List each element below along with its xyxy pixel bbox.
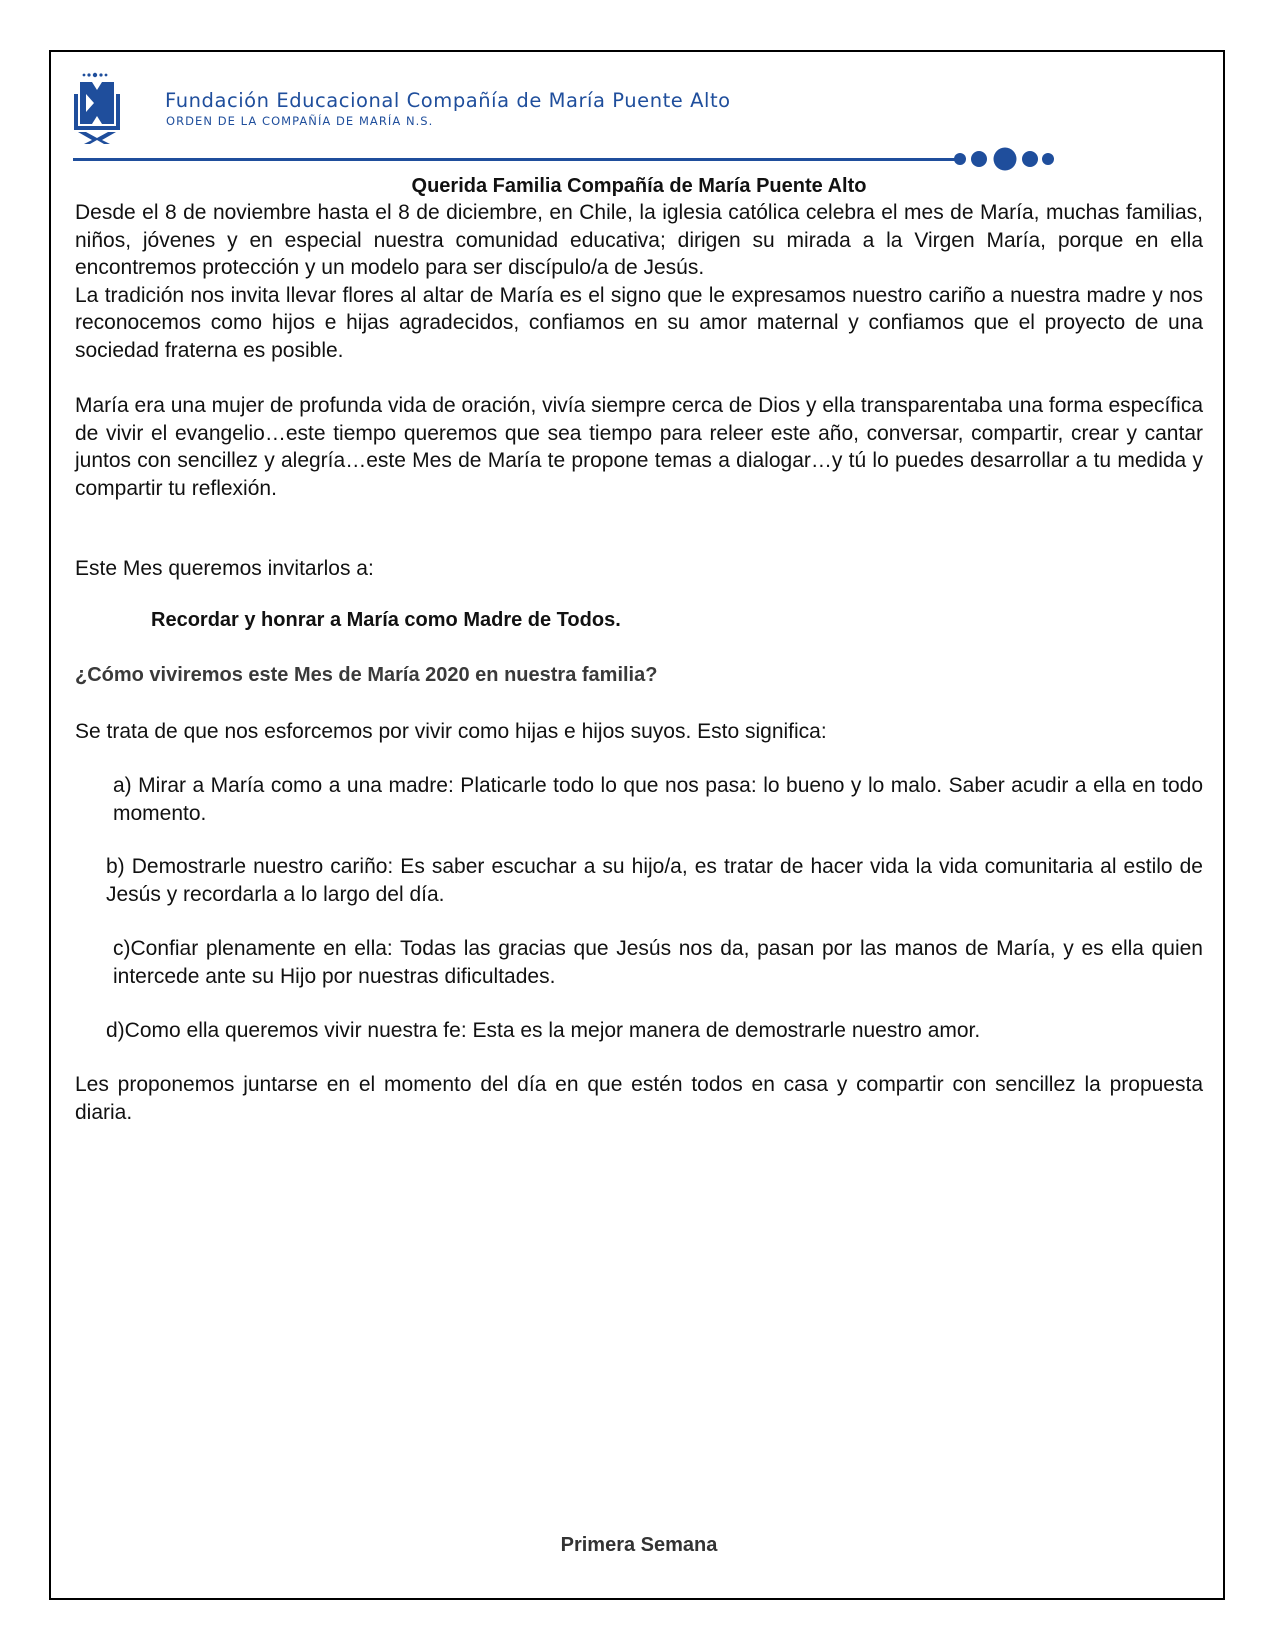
- crest-base: [78, 132, 116, 144]
- crest-dot: [83, 74, 86, 77]
- decorative-dots-icon: [948, 146, 1068, 174]
- organization-subtitle: ORDEN DE LA COMPAÑÍA DE MARÍA N.S.: [166, 114, 434, 128]
- list-item-c: c)Confiar plenamente en ella: Todas las gracias que Jesús nos da, pasan por las manos de María, y es ella quien intercede ante su Hijo por nuestras dificultades.: [113, 937, 1203, 988]
- invitation-intro: Este Mes queremos invitarlos a:: [75, 557, 374, 580]
- closing-paragraph: Les proponemos juntarse en el momento del día en que estén todos en casa y compartir con sencillez la propuesta diaria.: [75, 1073, 1203, 1124]
- header-rule: [73, 158, 958, 161]
- footer-week-label: Primera Semana: [560, 1534, 718, 1556]
- crest-dot: [87, 73, 90, 76]
- crest-m-shape: [80, 82, 114, 124]
- paragraph-1b: La tradición nos invita llevar flores al altar de María es el signo que le expresamos nuestro cariño a nuestra madre y nos reconocemos como hijos e hijas agradecidos, confiamos en su amor maternal y confiamos que el proyecto de una sociedad fraterna es posible.: [75, 283, 1203, 362]
- letter-title: Querida Familia Compañía de María Puente Alto: [411, 175, 867, 197]
- compania-de-maria-crest-icon: [72, 72, 122, 144]
- crest-dot: [105, 74, 108, 77]
- list-item-a: a) Mirar a María como a una madre: Platicarle todo lo que nos pasa: lo bueno y lo malo. Saber acudir a ella en todo momento.: [113, 774, 1203, 825]
- paragraph-1: Desde el 8 de noviembre hasta el 8 de diciembre, en Chile, la iglesia católica celebra el mes de María, muchas familias, niños, jóvenes y en especial nuestra comunidad educativa; dirigen su mirada a la Virgen María, porque en ella encontremos protección y un modelo para ser discípulo/a de Jesús.: [75, 201, 1203, 279]
- dot-small: [1042, 153, 1054, 165]
- dot-large: [994, 148, 1017, 171]
- invitation-highlight: Recordar y honrar a María como Madre de Todos.: [151, 609, 621, 631]
- crest-dot: [93, 73, 97, 77]
- dot-small: [954, 153, 966, 165]
- paragraph-2: María era una mujer de profunda vida de oración, vivía siempre cerca de Dios y ella transparentaba una forma específica de vivir el evangelio…este tiempo queremos que sea tiempo para releer este año, conversar, compartir, crear y cantar juntos con sencillez y alegría…este Mes de María te propone temas a dialogar…y tú lo puedes desarrollar a tu medida y compartir tu reflexión.: [75, 394, 1203, 500]
- dot-medium: [1022, 151, 1038, 167]
- organization-name: Fundación Educacional Compañía de María Puente Alto: [165, 89, 731, 112]
- crest-dot: [99, 73, 102, 76]
- list-item-d: d)Como ella queremos vivir nuestra fe: Esta es la mejor manera de demostrarle nuestro amor.: [106, 1019, 981, 1042]
- section-question: ¿Cómo viviremos este Mes de María 2020 en nuestra familia?: [75, 664, 658, 686]
- paragraph-intro: [75, 199, 1203, 364]
- list-lead: Se trata de que nos esforcemos por vivir como hijas e hijos suyos. Esto significa:: [75, 720, 827, 743]
- dot-medium: [971, 151, 987, 167]
- list-item-b: b) Demostrarle nuestro cariño: Es saber escuchar a su hijo/a, es tratar de hacer vida la vida comunitaria al estilo de Jesús y recordarla a lo largo del día.: [106, 855, 1203, 906]
